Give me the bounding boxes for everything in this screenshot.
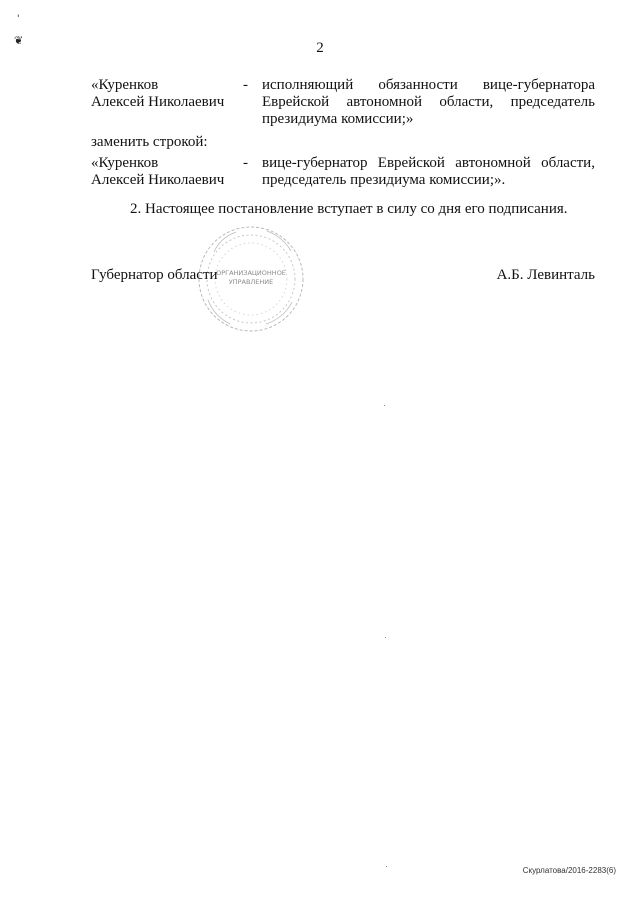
signatory-title: Губернатор области xyxy=(91,267,218,283)
entry-dash: - xyxy=(243,155,248,171)
position-word: председатель xyxy=(510,94,595,110)
member-name-line: «Куренков xyxy=(91,77,159,93)
member-position xyxy=(262,155,595,189)
position-word: автономной xyxy=(346,94,423,110)
replace-instruction: заменить строкой: xyxy=(91,134,208,150)
clause-2: 2. Настоящее постановление вступает в силу со дня его подписания. xyxy=(130,201,568,217)
position-line: президиума комиссии;» xyxy=(262,111,414,127)
position-line xyxy=(262,155,595,172)
member-name-line: Алексей Николаевич xyxy=(91,172,225,188)
member-name-line: «Куренков xyxy=(91,155,159,171)
member-entry-new xyxy=(91,155,595,191)
member-name xyxy=(91,155,241,189)
position-line: председатель президиума комиссии;». xyxy=(262,172,506,188)
scan-speck xyxy=(386,866,387,867)
position-word: Еврейской xyxy=(262,94,330,110)
position-word: обязанности xyxy=(378,77,458,93)
entry-dash: - xyxy=(243,77,248,93)
stamp-text-line: ОРГАНИЗАЦИОННОЕ xyxy=(216,269,286,277)
position-word: автономной xyxy=(455,155,531,171)
member-name xyxy=(91,77,241,111)
member-position xyxy=(262,77,595,128)
position-word: Еврейской xyxy=(377,155,445,171)
position-line xyxy=(262,94,595,111)
margin-mark: ❦ xyxy=(14,34,24,47)
position-line xyxy=(262,77,595,94)
member-entry-old xyxy=(91,77,595,129)
position-word: вице-губернатора xyxy=(482,77,595,93)
stamp-text-line: УПРАВЛЕНИЕ xyxy=(228,278,274,286)
position-word: области, xyxy=(439,94,494,110)
page-number: 2 xyxy=(316,40,324,56)
scan-speck xyxy=(385,637,386,638)
position-word: исполняющий xyxy=(262,77,354,93)
signatory-name: А.Б. Левинталь xyxy=(496,267,595,283)
margin-mark: ' xyxy=(17,14,20,24)
document-footer-code: Скурлатова/2016-2283(6) xyxy=(522,866,616,875)
position-word: вице-губернатор xyxy=(262,155,368,171)
member-name-line: Алексей Николаевич xyxy=(91,94,225,110)
position-word: области, xyxy=(541,155,595,171)
scan-speck xyxy=(384,405,385,406)
